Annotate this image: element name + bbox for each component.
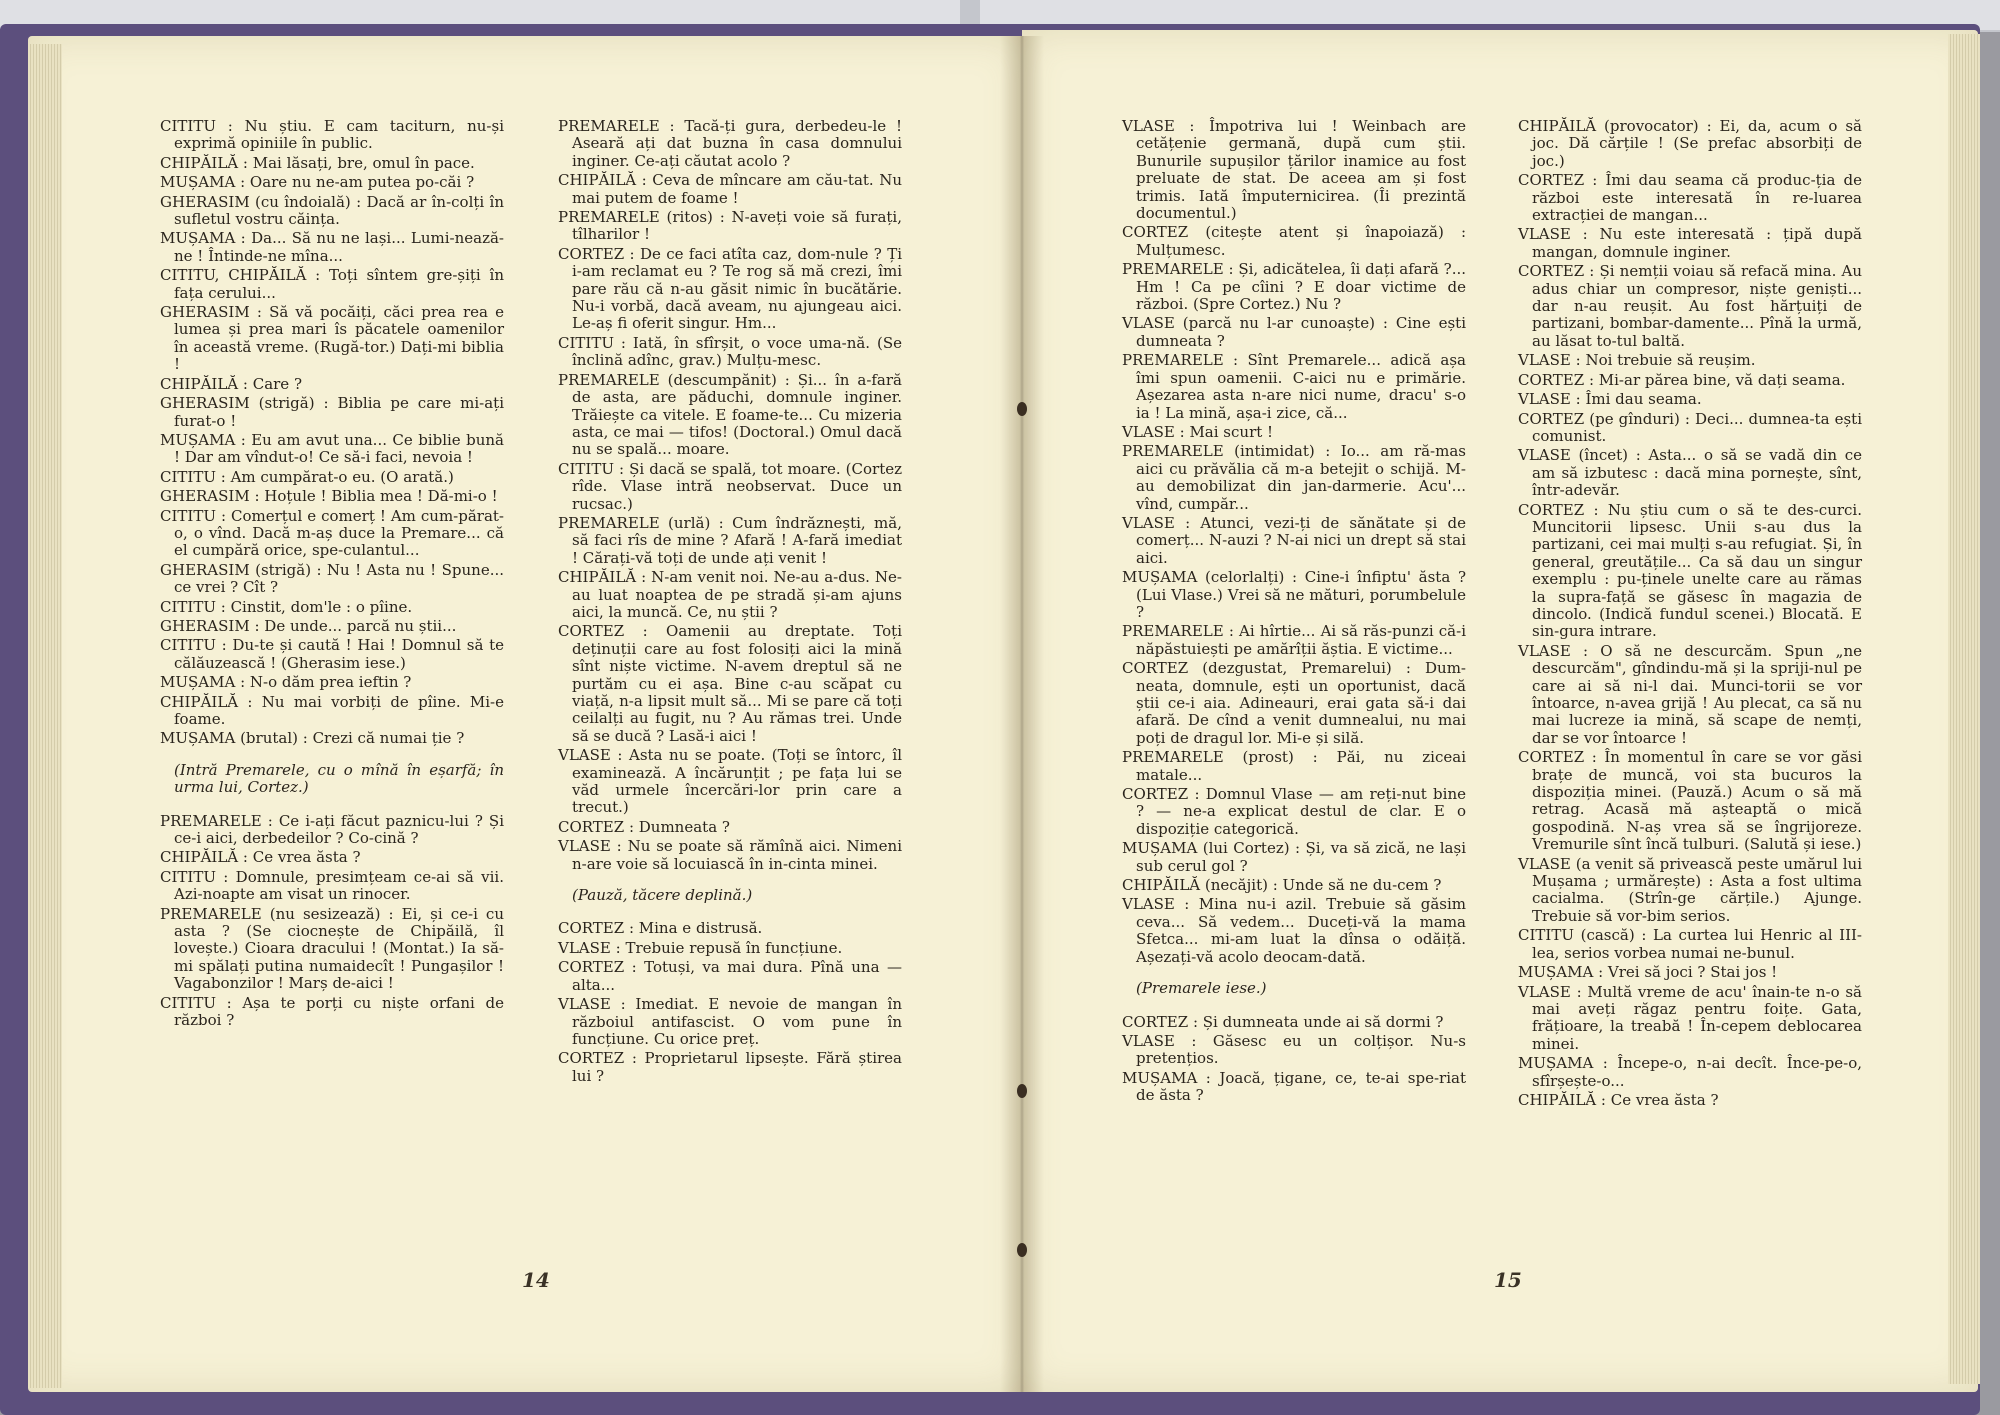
dialogue-line: VLASE : Multă vreme de acu' înain-te n-o să mai aveți răgaz pentru foițe. Gata, frățioare, la treabă ! În-cepem deblocarea minei. [1518,982,1862,1053]
dialogue-line: PREMARELE (intimidat) : Io... am ră-mas aici cu prăvălia că m-a betejit o schijă. M-au demobilizat din jan-darmerie. Acu'... vînd, cumpăr... [1122,442,1466,513]
stage-direction: (Intră Premarele, cu o mînă în eșarfă; în urma lui, Cortez.) [174,760,504,797]
dialogue-line: CITITU : Așa te porți cu niște orfani de război ? [160,993,504,1030]
binding-thread [1017,402,1027,416]
dialogue-line: CHIPĂILĂ (provocator) : Ei, da, acum o să joc. Dă cărțile ! (Se prefac absorbiți de joc.) [1518,117,1862,170]
dialogue-line: PREMARELE (prost) : Păi, nu ziceai matale... [1122,748,1466,784]
dialogue-line: VLASE (încet) : Asta... o să se vadă din ce am să izbutesc : dacă mina pornește, sînt, într-adevăr. [1518,446,1862,500]
dialogue-line: MUȘAMA (celorlalți) : Cine-i înfiptu' ăsta ? (Lui Vlase.) Vrei să ne mături, porumbelule ? [1122,568,1466,621]
dialogue-line: MUȘAMA (lui Cortez) : Și, va să zică, ne lași sub cerul gol ? [1122,839,1466,875]
dialogue-line: VLASE : Îmi dau seama. [1518,390,1702,409]
left-page-column-2 [558,118,902,1087]
dialogue-line: GHERASIM (cu îndoială) : Dacă ar în-colți în sufletul vostru căința. [160,192,504,229]
dialogue-line: CHIPĂILĂ : Nu mai vorbiți de pîine. Mi-e foame. [160,692,504,728]
dialogue-line: PREMARELE : Ce i-ați făcut paznicu-lui ? Și ce-i aici, derbedeilor ? Co-cină ? [160,811,504,848]
dialogue-line: VLASE : Împotriva lui ! Weinbach are cetățenie germană, după cum știi. Bunurile supușilor țărilor inamice au fost preluate de stat. De aceea am și fost trimis. Iată împuternicirea. (Îi prezintă documentul.) [1122,117,1466,223]
dialogue-line: CORTEZ : Totuși, va mai dura. Pînă una — alta... [558,958,902,994]
dialogue-line: CITITU : Am cumpărat-o eu. (O arată.) [160,467,454,486]
dialogue-line: CHIPĂILĂ : Ce vrea ăsta ? [1518,1090,1719,1109]
dialogue-line: MUȘAMA : Da... Să nu ne lași... Lumi-nează-ne ! Întinde-ne mîna... [160,229,504,265]
dialogue-line: CITITU, CHIPĂILĂ : Toți sîntem gre-șiți în fața cerului... [160,266,504,302]
dialogue-line: VLASE : Mina nu-i azil. Trebuie să găsim ceva... Să vedem... Duceți-vă la mama Sfetca... mi-am luat la dînsa o odăiță. Așezați-vă acolo deocam-dată. [1122,895,1466,966]
book-gutter [1000,36,1044,1392]
dialogue-line: CITITU (cască) : La curtea lui Henric al III-lea, serios vorbea numai ne-bunul. [1518,926,1862,962]
page-number-right: 15 [1494,1268,1522,1292]
dialogue-line: VLASE : Nu este interesată : țipă după mangan, domnule inginer. [1518,225,1862,261]
dialogue-line: CHIPĂILĂ : Ce vrea ăsta ? [160,848,361,867]
dialogue-line: CITITU : Și dacă se spală, tot moare. (Cortez rîde. Vlase intră neobservat. Duce un rucsac.) [558,459,902,513]
dialogue-line: VLASE : Imediat. E nevoie de mangan în războiul antifascist. O vom pune în funcțiune. Cu orice preț. [558,995,902,1048]
stage-direction: (Premarele iese.) [1136,979,1267,998]
dialogue-line: VLASE : Nu se poate să rămînă aici. Nimeni n-are voie să locuiască în in-cinta minei. [558,837,902,873]
dialogue-line: CITITU : Nu știu. E cam taciturn, nu-și exprimă opiniile în public. [160,117,504,153]
dialogue-line: VLASE : Trebuie repusă în funcțiune. [558,938,843,957]
dialogue-line: CORTEZ : În momentul în care se vor găsi brațe de muncă, voi sta bucuros la dispoziția minei. (Pauză.) Acum o să mă retrag. Acasă mă așteaptă o mică gospodină. N-aș vrea să se îngrijoreze. Vremurile sînt încă tulburi. (Salută și iese.) [1518,748,1862,854]
dialogue-line: VLASE (a venit să privească peste umărul lui Mușama ; urmărește) : Asta a fost ultima cacialma. (Strîn-ge cărțile.) Ajunge. Trebuie să vor-bim serios. [1518,854,1862,925]
dialogue-line: MUȘAMA : N-o dăm prea ieftin ? [160,673,412,692]
dialogue-line: VLASE : Atunci, vezi-ți de sănătate și de comerț... N-auzi ? N-ai nici un drept să stai aici. [1122,513,1466,567]
dialogue-line: CITITU : Cinstit, dom'le : o pîine. [160,597,413,616]
dialogue-line: PREMARELE : Ai hîrtie... Ai să răs-punzi că-i năpăstuiești pe amărîții ăștia. E victime... [1122,622,1466,658]
right-page-column-2 [1518,118,1862,1111]
dialogue-line: MUȘAMA : Oare nu ne-am putea po-căi ? [160,173,475,192]
dialogue-line: CHIPĂILĂ (necăjit) : Unde să ne du-cem ? [1122,876,1442,895]
dialogue-line: CITITU : Comerțul e comerț ! Am cum-părat-o, o vînd. Dacă m-aș duce la Premare... că el cumpără orice, spe-culantul... [160,506,504,560]
dialogue-line: MUȘAMA : Joacă, țigane, ce, te-ai spe-riat de ăsta ? [1122,1068,1466,1105]
dialogue-line: GHERASIM : Să vă pocăiți, căci prea rea e lumea și prea mari îs păcatele oamenilor în această vreme. (Rugă-tor.) Dați-mi biblia ! [160,303,504,374]
dialogue-line: PREMARELE : Sînt Premarele... adică așa îmi spun oamenii. C-aici nu e primărie. Așezarea asta n-are nici nume, dracu' s-o ia ! La mină, așa-i zice, că... [1122,351,1466,422]
dialogue-line: MUȘAMA (brutal) : Crezi că numai ție ? [160,729,465,748]
dialogue-line: VLASE : Asta nu se poate. (Toți se întorc, îl examinează. A încărunțit ; pe fața lui se văd urmele încercări-lor prin care a trecut.) [558,746,902,817]
dialogue-line: CHIPĂILĂ : Mai lăsați, bre, omul în pace. [160,153,475,172]
dialogue-line: CORTEZ : Mi-ar părea bine, vă dați seama. [1518,370,1846,389]
right-page-edges [1948,34,1980,1384]
dialogue-line: CORTEZ : Și dumneata unde ai să dormi ? [1122,1012,1444,1031]
dialogue-line: MUȘAMA : Începe-o, n-ai decît. Înce-pe-o, sfîrșește-o... [1518,1054,1862,1090]
dialogue-line: CORTEZ (citește atent și înapoiază) : Mulțumesc. [1122,223,1466,259]
dialogue-line: CORTEZ : Nu știu cum o să te des-curci. Muncitorii lipsesc. Unii s-au dus la partizani, cei mai mulți s-au refugiat. Și, în general, greutățile... Ca să dau un singur exemplu : pu-ținele unelte care au rămas la supra-față se găsesc în magazia de dincolo. (Indică fundul scenei.) Blocată. E sin-gura intrare. [1518,500,1862,641]
dialogue-line: CORTEZ : Și nemții voiau să refacă mina. Au adus chiar un compresor, niște geniști... dar n-au reușit. Au fost hărțuiți de partizani, bombar-damente... Pînă la urmă, au lăsat to-tul baltă. [1518,262,1862,350]
left-page-edges [28,44,62,1388]
dialogue-line: PREMARELE (urlă) : Cum îndrăznești, mă, să faci rîs de mine ? Afară ! A-fară imediat ! Cărați-vă toți de unde ați venit ! [558,513,902,567]
dialogue-line: PREMARELE (nu sesizează) : Ei, și ce-i cu asta ? (Se ciocnește de Chipăilă, îl lovește.) Cioara dracului ! (Montat.) Ia să-mi spălați putina numaidecît ! Pungașilor ! Vagabonzilor ! Marș de-aici ! [160,904,504,993]
dialogue-line: GHERASIM : De unde... parcă nu știi... [160,616,457,635]
dialogue-line: CORTEZ : Domnul Vlase — am reți-nut bine ? — ne-a explicat destul de clar. E o dispoziție categorică. [1122,785,1466,838]
dialogue-line: VLASE : Noi trebuie să reușim. [1518,351,1756,370]
dialogue-line: GHERASIM (strigă) : Biblia pe care mi-ați furat-o ! [160,394,504,430]
dialogue-line: PREMARELE : Tacă-ți gura, derbedeu-le ! Aseară ați dat buzna în casa domnului inginer. Ce-ați căutat acolo ? [558,117,902,170]
dialogue-line: GHERASIM (strigă) : Nu ! Asta nu ! Spune... ce vrei ? Cît ? [160,560,504,597]
stage-direction: (Pauză, tăcere deplină.) [572,886,753,905]
dialogue-line: CORTEZ : Îmi dau seama că produc-ția de război este interesată în re-luarea extracției de mangan... [1518,171,1862,225]
dialogue-line: MUȘAMA : Eu am avut una... Ce biblie bună ! Dar am vîndut-o! Ce să-i faci, nevoia ! [160,430,504,467]
binding-thread [1017,1084,1027,1098]
dialogue-line: PREMARELE (descumpănit) : Și... în a-fară de asta, are păduchi, domnule inginer. Trăiește ca vitele. E foame-te... Cu mizeria asta, ce mai — tifos! (Doctoral.) Omul dacă nu se spală... moare. [558,370,902,459]
dialogue-line: CORTEZ (dezgustat, Premarelui) : Dum-neata, domnule, ești un oportunist, dacă știi ce-i aia. Adineauri, erai gata să-i dai afară. De cînd a venit dumnealui, nu mai poți de dragul lor. Mi-e și silă. [1122,659,1466,747]
dialogue-line: CITITU : Domnule, presimțeam ce-ai să vii. Azi-noapte am visat un rinocer. [160,867,504,904]
dialogue-line: CORTEZ : Proprietarul lipsește. Fără știrea lui ? [558,1049,902,1085]
dialogue-line: VLASE : Găsesc eu un colțișor. Nu-s pretențios. [1122,1031,1466,1068]
dialogue-line: CITITU : Du-te și caută ! Hai ! Domnul să te călăuzească ! (Gherasim iese.) [160,636,504,672]
dialogue-line: CITITU : Iată, în sfîrșit, o voce uma-nă. (Se înclină adînc, grav.) Mulțu-mesc. [558,333,902,370]
dialogue-line: PREMARELE : Și, adicătelea, îi dați afară ?... Hm ! Ca pe cîini ? E doar victime de război. (Spre Cortez.) Nu ? [1122,260,1466,314]
dialogue-line: VLASE : O să ne descurcăm. Spun „ne descurcăm", gîndindu-mă și la spriji-nul pe care ai să ni-l dai. Munci-torii se vor întoarce, n-avea grijă ! Au plecat, ca să nu mai lucreze ia mină, să scape de nemți, dar se vor întoarce ! [1518,641,1862,747]
dialogue-line: VLASE (parcă nu l-ar cunoaște) : Cine ești dumneata ? [1122,314,1466,350]
dialogue-line: CHIPĂILĂ : Ceva de mîncare am cău-tat. Nu mai putem de foame ! [558,171,902,207]
dialogue-line: CHIPĂILĂ : N-am venit noi. Ne-au a-dus. Ne-au luat noaptea de pe stradă și-am ajuns aici, la muncă. Ce, nu știi ? [558,568,902,621]
dialogue-line: VLASE : Mai scurt ! [1122,422,1274,441]
dialogue-line: GHERASIM : Hoțule ! Biblia mea ! Dă-mi-o ! [160,487,498,506]
binding-thread [1017,1243,1027,1257]
dialogue-line: MUȘAMA : Vrei să joci ? Stai jos ! [1518,963,1778,982]
dialogue-line: CORTEZ (pe gînduri) : Deci... dumnea-ta ești comunist. [1518,409,1862,445]
dialogue-line: CORTEZ : Oamenii au dreptate. Toți deținuții care au fost folosiți aici la mină sînt niște victime. N-avem dreptul să ne purtăm cu ei așa. Bine c-au scăpat cu viață, n-a lipsit mult să... Mi se pare că toți ceilalți au fugit, nu ? Au rămas trei. Unde să se ducă ? Lasă-i aici ! [558,622,902,745]
dialogue-line: CORTEZ : Dumneata ? [558,817,730,836]
dialogue-line: PREMARELE (ritos) : N-aveți voie să furați, tîlharilor ! [558,208,902,244]
dialogue-line: CORTEZ : Mina e distrusă. [558,919,763,938]
dialogue-line: CHIPĂILĂ : Care ? [160,374,302,393]
right-page-column-1 [1122,118,1466,1107]
page-number-left: 14 [522,1268,550,1292]
left-page-column-1 [160,118,504,1032]
dialogue-line: CORTEZ : De ce faci atîta caz, dom-nule ? Ți i-am reclamat eu ? Te rog să mă crezi, îmi pare rău că n-au găsit nimic în bucătărie. Nu-i vorbă, dacă aveam, nu ajungeau aici. Le-aș fi oferit singur. Hm... [558,244,902,333]
